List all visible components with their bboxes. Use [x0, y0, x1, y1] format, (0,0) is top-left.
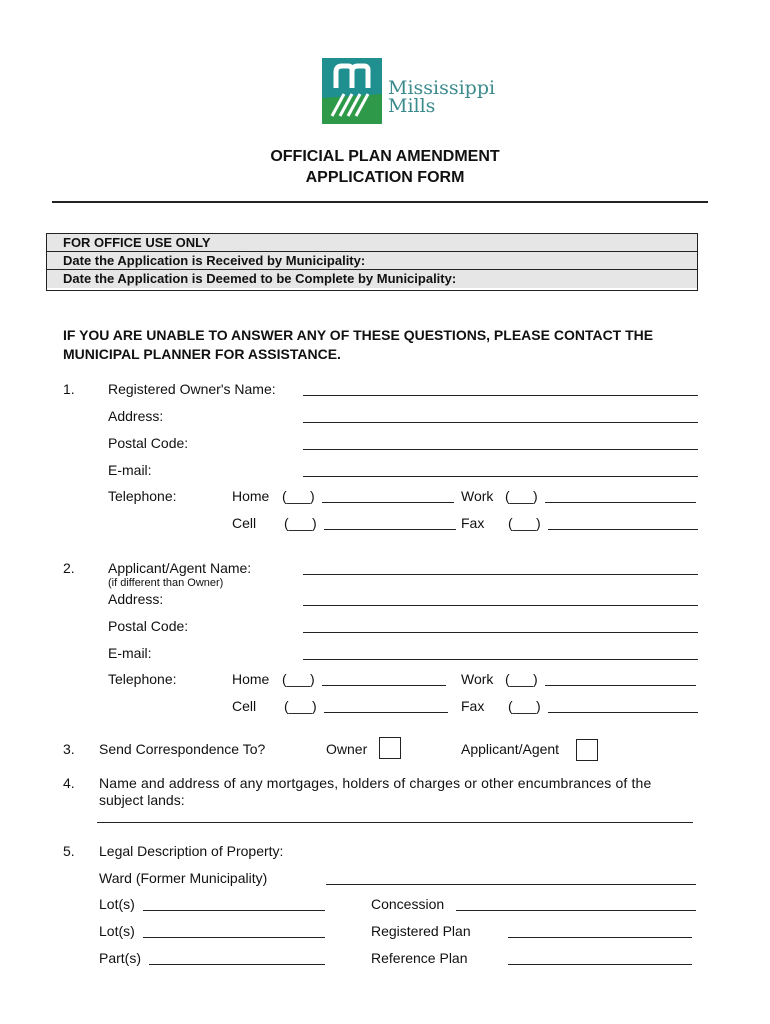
- owner-work-label: Work: [461, 488, 494, 504]
- notice-line2: MUNICIPAL PLANNER FOR ASSISTANCE.: [63, 346, 341, 362]
- agent-work-field[interactable]: [545, 685, 696, 686]
- agent-postal-label: Postal Code:: [108, 618, 189, 634]
- agent-postal-field[interactable]: [303, 632, 698, 633]
- owner-cell-label: Cell: [232, 515, 257, 531]
- agent-home-field[interactable]: [322, 685, 446, 686]
- owner-home-field[interactable]: [322, 502, 454, 503]
- section5-number: 5.: [63, 843, 75, 859]
- owner-email-label: E-mail:: [108, 462, 152, 478]
- title-divider: [52, 201, 708, 203]
- owner-telephone-label: Telephone:: [108, 488, 177, 504]
- registered-plan-label: Registered Plan: [371, 923, 471, 939]
- owner-work-field[interactable]: [545, 502, 696, 503]
- encumbrances-field[interactable]: [97, 822, 693, 823]
- agent-email-field[interactable]: [303, 659, 698, 660]
- agent-work-label: Work: [461, 671, 494, 687]
- owner-postal-label: Postal Code:: [108, 435, 189, 451]
- owner-fax-field[interactable]: [548, 529, 698, 530]
- ward-field[interactable]: [326, 884, 696, 885]
- agent-telephone-label: Telephone:: [108, 671, 177, 687]
- owner-home-label: Home: [232, 488, 270, 504]
- agent-fax-label: Fax: [461, 698, 485, 714]
- ward-label: Ward (Former Municipality): [99, 870, 268, 886]
- concession-field[interactable]: [456, 910, 696, 911]
- agent-option-label: Applicant/Agent: [461, 741, 560, 757]
- agent-note: (if different than Owner): [108, 577, 224, 589]
- owner-home-area: (___): [282, 488, 315, 504]
- agent-cell-label: Cell: [232, 698, 257, 714]
- owner-cell-area: (___): [284, 515, 317, 531]
- agent-checkbox[interactable]: [576, 739, 598, 761]
- reference-plan-label: Reference Plan: [371, 950, 468, 966]
- office-use-complete: Date the Application is Deemed to be Complete by Municipality:: [47, 270, 697, 288]
- owner-postal-field[interactable]: [303, 449, 698, 450]
- office-use-box: [46, 233, 698, 291]
- owner-work-area: (___): [505, 488, 538, 504]
- section4-number: 4.: [63, 775, 75, 791]
- agent-cell-field[interactable]: [324, 712, 448, 713]
- legal-description-label: Legal Description of Property:: [99, 843, 284, 859]
- agent-address-label: Address:: [108, 591, 164, 607]
- agent-name-label: Applicant/Agent Name:: [108, 560, 252, 576]
- encumbrances-line2: subject lands:: [99, 792, 185, 808]
- lot-label-1: Lot(s): [99, 896, 135, 912]
- office-use-received: Date the Application is Received by Municipality:: [47, 252, 697, 270]
- agent-name-field[interactable]: [303, 574, 698, 575]
- owner-name-field[interactable]: [303, 395, 698, 396]
- section2-number: 2.: [63, 560, 75, 576]
- owner-fax-area: (___): [508, 515, 541, 531]
- form-title-line1: OFFICIAL PLAN AMENDMENT: [270, 148, 500, 165]
- owner-name-label: Registered Owner's Name:: [108, 381, 276, 397]
- section1-number: 1.: [63, 381, 75, 397]
- reference-plan-field[interactable]: [508, 964, 692, 965]
- municipality-logo-icon: [322, 58, 382, 124]
- part-field[interactable]: [149, 964, 325, 965]
- lot-field-2[interactable]: [143, 937, 325, 938]
- owner-address-field[interactable]: [303, 422, 698, 423]
- agent-address-field[interactable]: [303, 605, 698, 606]
- agent-work-area: (___): [505, 671, 538, 687]
- owner-email-field[interactable]: [303, 476, 698, 477]
- owner-cell-field[interactable]: [324, 529, 456, 530]
- encumbrances-line1: Name and address of any mortgages, holders of charges or other encumbrances of the: [99, 775, 652, 791]
- owner-option-label: Owner: [326, 741, 368, 757]
- office-use-header: FOR OFFICE USE ONLY: [47, 234, 697, 252]
- notice-line1: IF YOU ARE UNABLE TO ANSWER ANY OF THESE QUESTIONS, PLEASE CONTACT THE: [63, 327, 654, 343]
- agent-cell-area: (___): [284, 698, 317, 714]
- agent-home-label: Home: [232, 671, 270, 687]
- agent-home-area: (___): [282, 671, 315, 687]
- lot-field-1[interactable]: [143, 910, 325, 911]
- concession-label: Concession: [371, 896, 445, 912]
- registered-plan-field[interactable]: [508, 937, 692, 938]
- owner-checkbox[interactable]: [379, 737, 401, 759]
- lot-label-2: Lot(s): [99, 923, 135, 939]
- agent-fax-area: (___): [508, 698, 541, 714]
- logo-text-line1: Mississippi: [388, 77, 496, 99]
- owner-fax-label: Fax: [461, 515, 485, 531]
- agent-email-label: E-mail:: [108, 645, 152, 661]
- correspondence-label: Send Correspondence To?: [99, 741, 266, 757]
- form-title-line2: APPLICATION FORM: [305, 169, 465, 186]
- section3-number: 3.: [63, 741, 75, 757]
- part-label: Part(s): [99, 950, 141, 966]
- logo-text-line2: Mills: [388, 95, 436, 117]
- agent-fax-field[interactable]: [548, 712, 698, 713]
- owner-address-label: Address:: [108, 408, 164, 424]
